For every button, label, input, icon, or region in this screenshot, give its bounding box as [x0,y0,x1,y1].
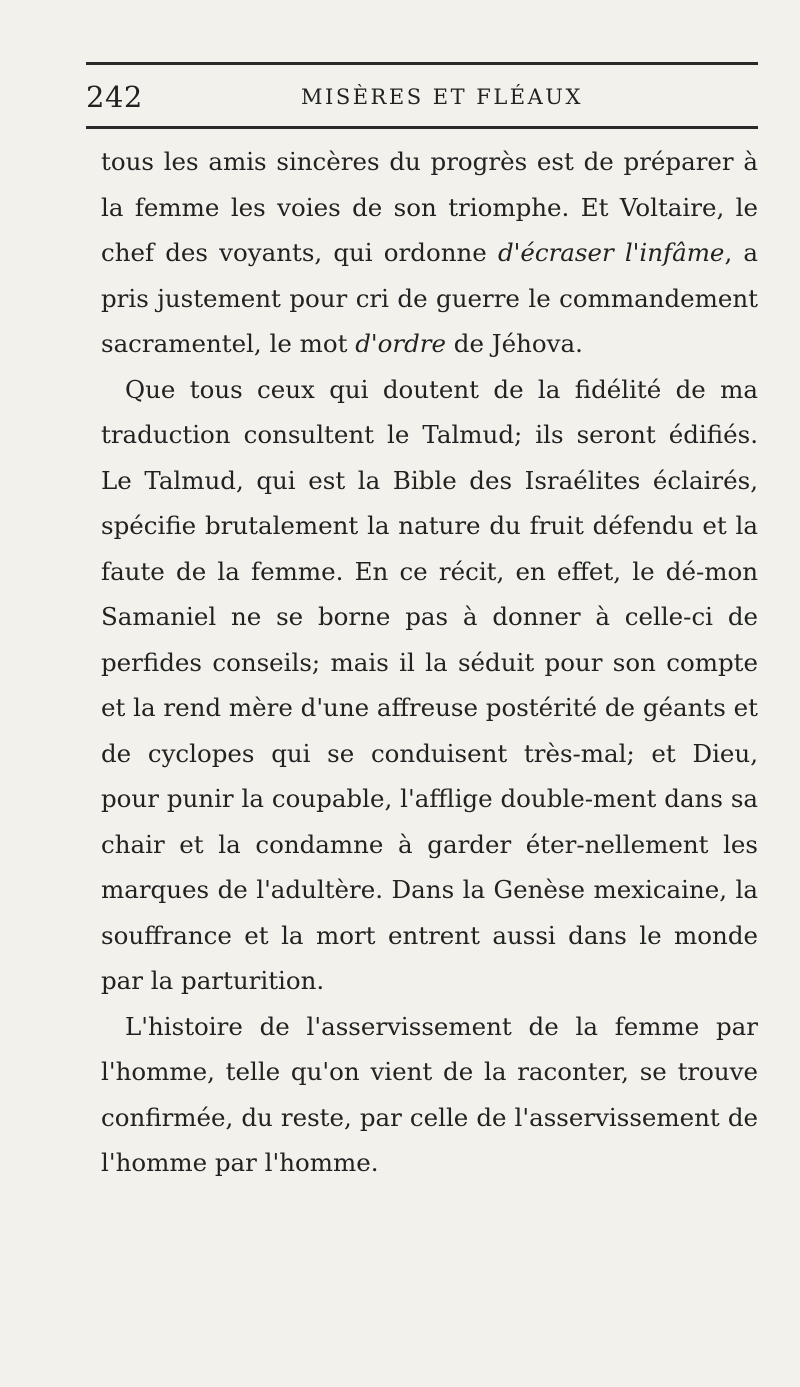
running-head: MISÈRES ET FLÉAUX [301,85,583,109]
paragraph-2: Que tous ceux qui doutent de la fidélité de ma traduction consultent le Talmud; ils seront édifiés. Le Talmud, qui est la Bible des Israélites éclairés, spécifie brutalement la nature du fruit défendu et la faute de la femme. En ce récit, en effet, le dé-mon Samaniel ne se borne pas à donner à celle-ci de perfides conseils; mais il la séduit pour son compte et la rend mère d'une affreuse postérité de géants et de cyclopes qui se conduisent très-mal; et Dieu, pour punir la coupable, l'afflige double-ment dans sa chair et la condamne à garder éter-nellement les marques de l'adultère. Dans la Genèse mexicaine, la souffrance et la mort entrent aussi dans le monde par la parturition. [101,374,758,995]
paragraph-1-text-b: , a pris justement pour cri de guerre le commandement sacramentel, le mot [101,238,758,358]
italic-word-dordre: d'ordre [355,329,447,358]
italic-phrase-ecraser-linfame: d'écraser l'infâme [497,238,725,267]
body-text [101,139,758,1186]
page-header [86,80,758,116]
paragraph-1 [101,139,758,367]
paragraph-3: L'histoire de l'asservissement de la femme par l'homme, telle qu'on vient de la raconter, se trouve confirmée, du reste, par celle de l'asservissement de l'homme par l'homme. [101,1011,758,1177]
header-top-rule [86,62,758,65]
page-number: 242 [86,80,143,114]
paragraph-1-text-c: de Jéhova. [446,329,583,358]
paragraph-1-text-a: tous les amis sincères du progrès est de préparer à la femme les voies de son triomphe. Et Voltaire, le chef des voyants, qui ordonne [101,147,758,267]
header-bottom-rule [86,126,758,129]
